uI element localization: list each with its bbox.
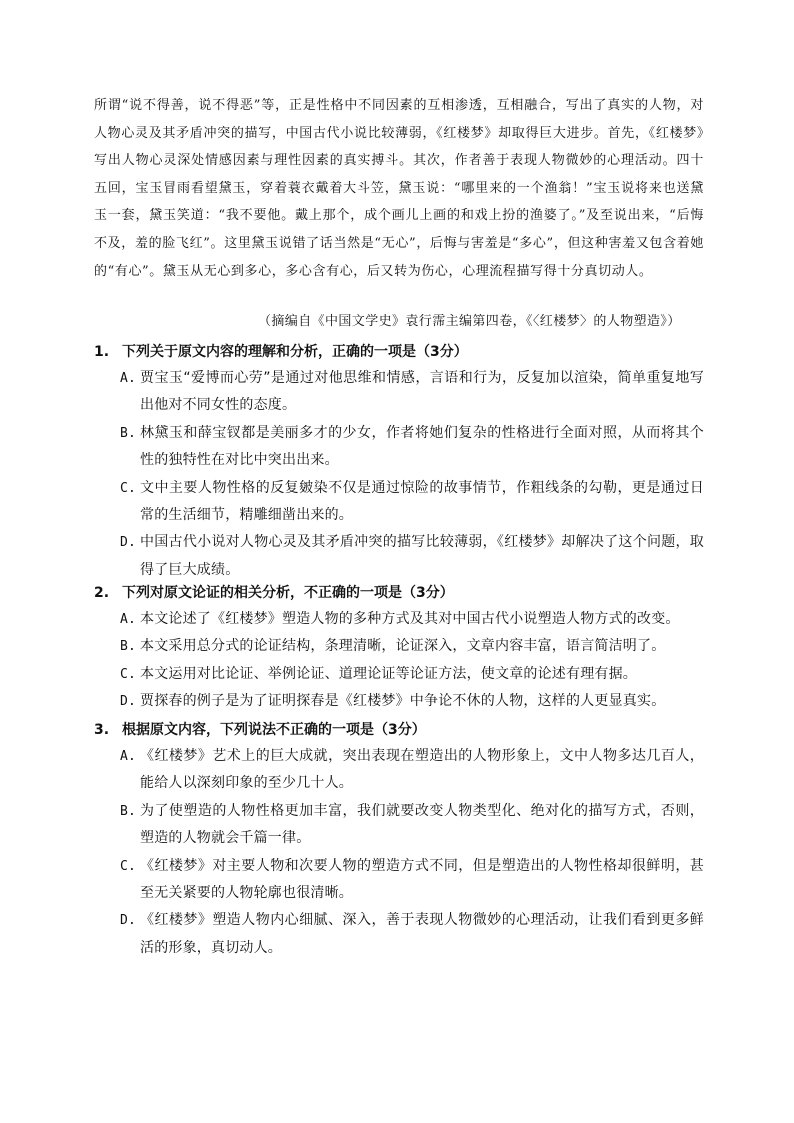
- option-text: 本文论述了《红楼梦》塑造人物的多种方式及其对中国古代小说塑造人物方式的改变。: [140, 611, 680, 627]
- question-1: [94, 339, 704, 584]
- option-d: [94, 688, 704, 715]
- option-text: 《红楼梦》塑造人物内心细腻、深入，善于表现人物微妙的心理活动，让我们看到更多鲜活的形象，真切动人。: [140, 912, 704, 956]
- question-number: 3.: [94, 722, 110, 738]
- option-letter: A.: [120, 749, 137, 764]
- reading-passage: [94, 92, 704, 285]
- option-a: [94, 365, 704, 420]
- option-text: 中国古代小说对人物心灵及其矛盾冲突的描写比较薄弱，《红楼梦》却解决了这个问题，取得了巨大成绩。: [140, 534, 704, 578]
- question-text: 根据原文内容，下列说法不正确的一项是（3分）: [122, 722, 426, 738]
- option-text: 为了使塑造的人物性格更加丰富，我们就要改变人物类型化、绝对化的描写方式，否则，塑造的人物就会千篇一律。: [140, 802, 704, 847]
- option-text: 文中主要人物性格的反复皴染不仅是通过惊险的故事情节，作粗线条的勾勒，更是通过日常的生活细节，精雕细凿出来的。: [140, 479, 704, 524]
- option-text: 《红楼梦》对主要人物和次要人物的塑造方式不同，但是塑造出的人物性格却很鲜明，甚至无关紧要的人物轮廓也很清晰。: [140, 857, 704, 902]
- option-c: [94, 661, 704, 688]
- option-d: [94, 907, 704, 962]
- question-stem: [94, 580, 704, 606]
- option-letter: B.: [120, 425, 137, 441]
- option-letter: D.: [120, 694, 137, 710]
- question-3: [94, 717, 704, 962]
- question-stem: [94, 717, 704, 743]
- question-number: 2.: [94, 585, 110, 601]
- option-b: [94, 420, 704, 475]
- option-b: [94, 798, 704, 853]
- option-a: [94, 606, 704, 633]
- option-text: 本文采用总分式的论证结构，条理清晰，论证深入，文章内容丰富，语言简洁明了。: [140, 638, 666, 655]
- option-letter: A.: [120, 371, 137, 386]
- option-letter: B.: [120, 639, 137, 655]
- passage-source: （摘编自《中国文学史》袁行霈主编第四卷，《〈红楼梦〉的人物塑造》）: [258, 314, 681, 329]
- question-stem: [94, 339, 704, 365]
- passage-paragraph: 所谓“说不得善，说不得恶”等，正是性格中不同因素的互相渗透，互相融合，写出了真实的人物，对人物心灵及其矛盾冲突的描写，中国古代小说比较薄弱，《红楼梦》却取得巨大进步。首先，《红楼梦》写出人物心灵深处情感因素与理性因素的真实搏斗。其次，作者善于表现人物微妙的心理活动。四十五回，宝玉冒雨看望黛玉，穿着蓑衣戴着大斗笠，黛玉说：“哪里来的一个渔翁！”宝玉说将来也送黛玉一套，黛玉笑道：“我不要他。戴上那个，成个画儿上画的和戏上扮的渔婆了。”及至说出来，“后悔不及，羞的脸飞红”。这里黛玉说错了话当然是“无心”，后悔与害羞是“多心”，但这种害羞又包含着她的“有心”。黛玉从无心到多心，多心含有心，后又转为伤心，心理流程描写得十分真切动人。: [94, 98, 704, 279]
- option-text: 本文运用对比论证、举例论证、道理论证等论证方法，使文章的论述有理有据。: [140, 665, 637, 682]
- question-text: 下列对原文论证的相关分析，不正确的一项是（3分）: [122, 585, 454, 601]
- option-text: 《红楼梦》艺术上的巨大成就，突出表现在塑造出的人物形象上，文中人物多达几百人，能给人以深刻印象的至少几十人。: [140, 748, 704, 792]
- question-text: 下列关于原文内容的理解和分析，正确的一项是（3分）: [122, 344, 468, 360]
- option-letter: C.: [120, 480, 137, 496]
- option-letter: A.: [120, 612, 137, 627]
- question-2: [94, 580, 704, 716]
- option-letter: C.: [120, 858, 137, 874]
- option-d: [94, 529, 704, 584]
- option-letter: C.: [120, 666, 137, 682]
- question-number: 1.: [94, 344, 110, 360]
- option-text: 林黛玉和薛宝钗都是美丽多才的少女，作者将她们复杂的性格进行全面对照，从而将其个性的独特性在对比中突出出来。: [140, 424, 704, 469]
- option-a: [94, 743, 704, 798]
- option-c: [94, 853, 704, 908]
- option-letter: D.: [120, 913, 137, 929]
- option-letter: D.: [120, 535, 137, 551]
- option-text: 贾宝玉“爱博而心劳”是通过对他思维和情感，言语和行为，反复加以渲染，简单重复地写出他对不同女性的态度。: [140, 370, 704, 414]
- option-letter: B.: [120, 803, 137, 819]
- option-b: [94, 633, 704, 660]
- option-c: [94, 475, 704, 530]
- option-text: 贾探春的例子是为了证明探春是《红楼梦》中争论不休的人物，这样的人更显真实。: [140, 693, 666, 710]
